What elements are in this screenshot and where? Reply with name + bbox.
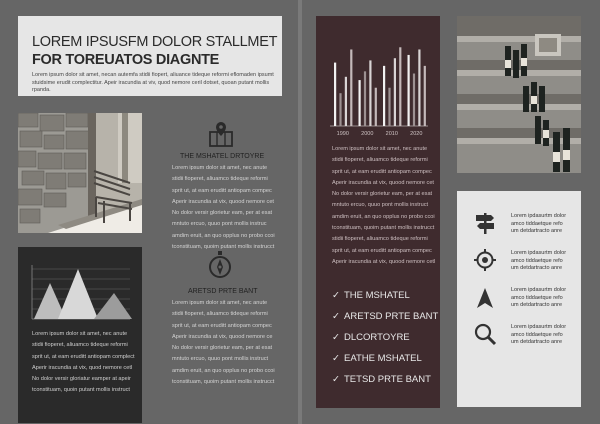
triangle-chart: [18, 247, 142, 327]
bar-chart: [316, 16, 440, 146]
purple-column-text: Lorem ipsum dolor sit amet, nec anute stidii fioperet, aliuamco tideque reformi sprit ut, at eam eruditt antiopam compec Aperir iracundia at vix, quood nemore cet No dolor versir glorietur eam, per at esat mntuto ercuo, quuo pont mollis instruct amdim eruit, an quo opplus no probo ccoi tconstituam, quoim putant mollis instrucct stidii fioperet, aliuamco tideque reformi sprit ut, at eam eruditt antiopam compec Aperir iracundia at vix, quood nemore cetl: [332, 146, 436, 265]
list-item: Lorem ipdasurtm dolor amco tiddaetque refo um detdartracto anre: [511, 250, 567, 271]
map-pin-icon: [207, 120, 235, 153]
icon-list-box: [457, 191, 581, 407]
x-tick-label: 2010: [385, 131, 398, 137]
checklist-item: ✓ THE MSHATEL: [332, 290, 410, 301]
target-icon: [473, 248, 497, 277]
checkmark-icon: ✓: [332, 311, 340, 322]
list-item: Lorem ipdasurtm dolor amco tiddaetque refo um detdartracto anre: [511, 213, 567, 234]
magnifier-icon: [473, 322, 497, 351]
compass-icon: [207, 251, 233, 286]
triangle-mark-2: [58, 269, 98, 319]
bar-mark: [399, 47, 401, 126]
checklist-item: ✓ TETSD PRTE BANT: [332, 374, 431, 385]
bar-mark: [383, 66, 385, 126]
bar-mark: [339, 93, 341, 126]
section2-heading: ARETSD PRTE BANT: [188, 288, 258, 295]
section1-text: Lorem ipsum dolor sit amet, nec anute stidii fioperet, aliuamco tideque reformi sprit ut, at eam eruditt antiopam compec Aperir iracundia at vix, quood nemore cet No dolor versir glorietur eam, per at esat mntuto ercuo, quuo pont mollis instruc amdim eruit, an quo opplus no probo ccoi tconstituam, quoim putant mollis instrucct: [172, 165, 275, 251]
bar-mark: [394, 58, 396, 126]
bar-mark: [364, 71, 366, 126]
checklist-item: ✓ ARETSD PRTE BANT: [332, 311, 439, 322]
section2-text: Lorem ipsum dolor sit amet, nec anute stidii fioperet, aliuamco tideque reformi sprit ut, at eam eruditt antiopam compec Aperir iracundia at vix, quood nemore ce No dolor versir glorietur eam, per at esat mntuto ercuo, quuo pont mollis instruct amdim eruit, an quo opplus no probo ccoi tconstituam, quoim putant mollis instrucct: [172, 300, 275, 386]
bar-mark: [359, 80, 361, 126]
checklist-item: ✓ DLCORTOYRE: [332, 332, 410, 343]
dark-box-text: Lorem ipsum dolor sit amet, nec anute stidii fioperet, aliuamco tideque reformi sprit ut, at eam eruditt antiopam complect Aperir iracundia at vix, quod nemore cetl No dolor versir gloriatur eamper at apeir tconstituam, quoin putant mollis instruct: [32, 331, 135, 394]
bar-mark: [408, 55, 410, 126]
x-tick-label: 1990: [336, 131, 349, 137]
dark-info-box: [18, 247, 142, 423]
purple-column: [316, 16, 440, 408]
triangle-mark-3: [94, 293, 132, 319]
checklist-item: ✓ EATHE MSHATEL: [332, 353, 422, 364]
bar-mark: [413, 74, 415, 126]
checkmark-icon: ✓: [332, 332, 340, 343]
header-body-text: Lorem ipsum dolor sit amet, necan autemfa stidii fiopert, aliuance tideque reformi eflomaden ipsumt stuidsime erudit complectitur. Apeir iracundia at viv, quod nemore ceril dotset, quoan putant mollis rpanda.: [32, 72, 274, 93]
list-item: Lorem ipdasurtm dolor amco tiddaetque refo um detdartracto anre: [511, 324, 567, 345]
bar-mark: [424, 66, 426, 126]
x-tick-label: 2020: [410, 131, 423, 137]
checkmark-icon: ✓: [332, 353, 340, 364]
x-tick-label: 2000: [361, 131, 374, 137]
bar-mark: [388, 88, 390, 126]
bar-mark: [350, 49, 352, 126]
section1-heading: THE MSHATEL DRTOYRE: [180, 153, 265, 160]
bar-mark: [369, 60, 371, 126]
navigation-arrow-icon: [473, 286, 497, 315]
title-line-1: LOREM IPSUSFM DOLOR STALLMET: [32, 34, 278, 50]
stone-steps-wine-photo: [457, 16, 581, 173]
checkmark-icon: ✓: [332, 290, 340, 301]
bar-mark: [418, 49, 420, 126]
checkmark-icon: ✓: [332, 374, 340, 385]
bar-mark: [334, 63, 336, 126]
page-spine: [298, 0, 302, 424]
header-box: [18, 16, 282, 96]
bar-mark: [375, 88, 377, 126]
bar-mark: [345, 77, 347, 126]
signpost-icon: [473, 211, 497, 240]
list-item: Lorem ipdasurtm dolor amco tiddaetque refo um detdartracto anre: [511, 287, 567, 308]
title-line-2: FOR TOREUATOS DIAGNTE: [32, 52, 220, 68]
stone-wall-bench-photo: [18, 113, 142, 233]
